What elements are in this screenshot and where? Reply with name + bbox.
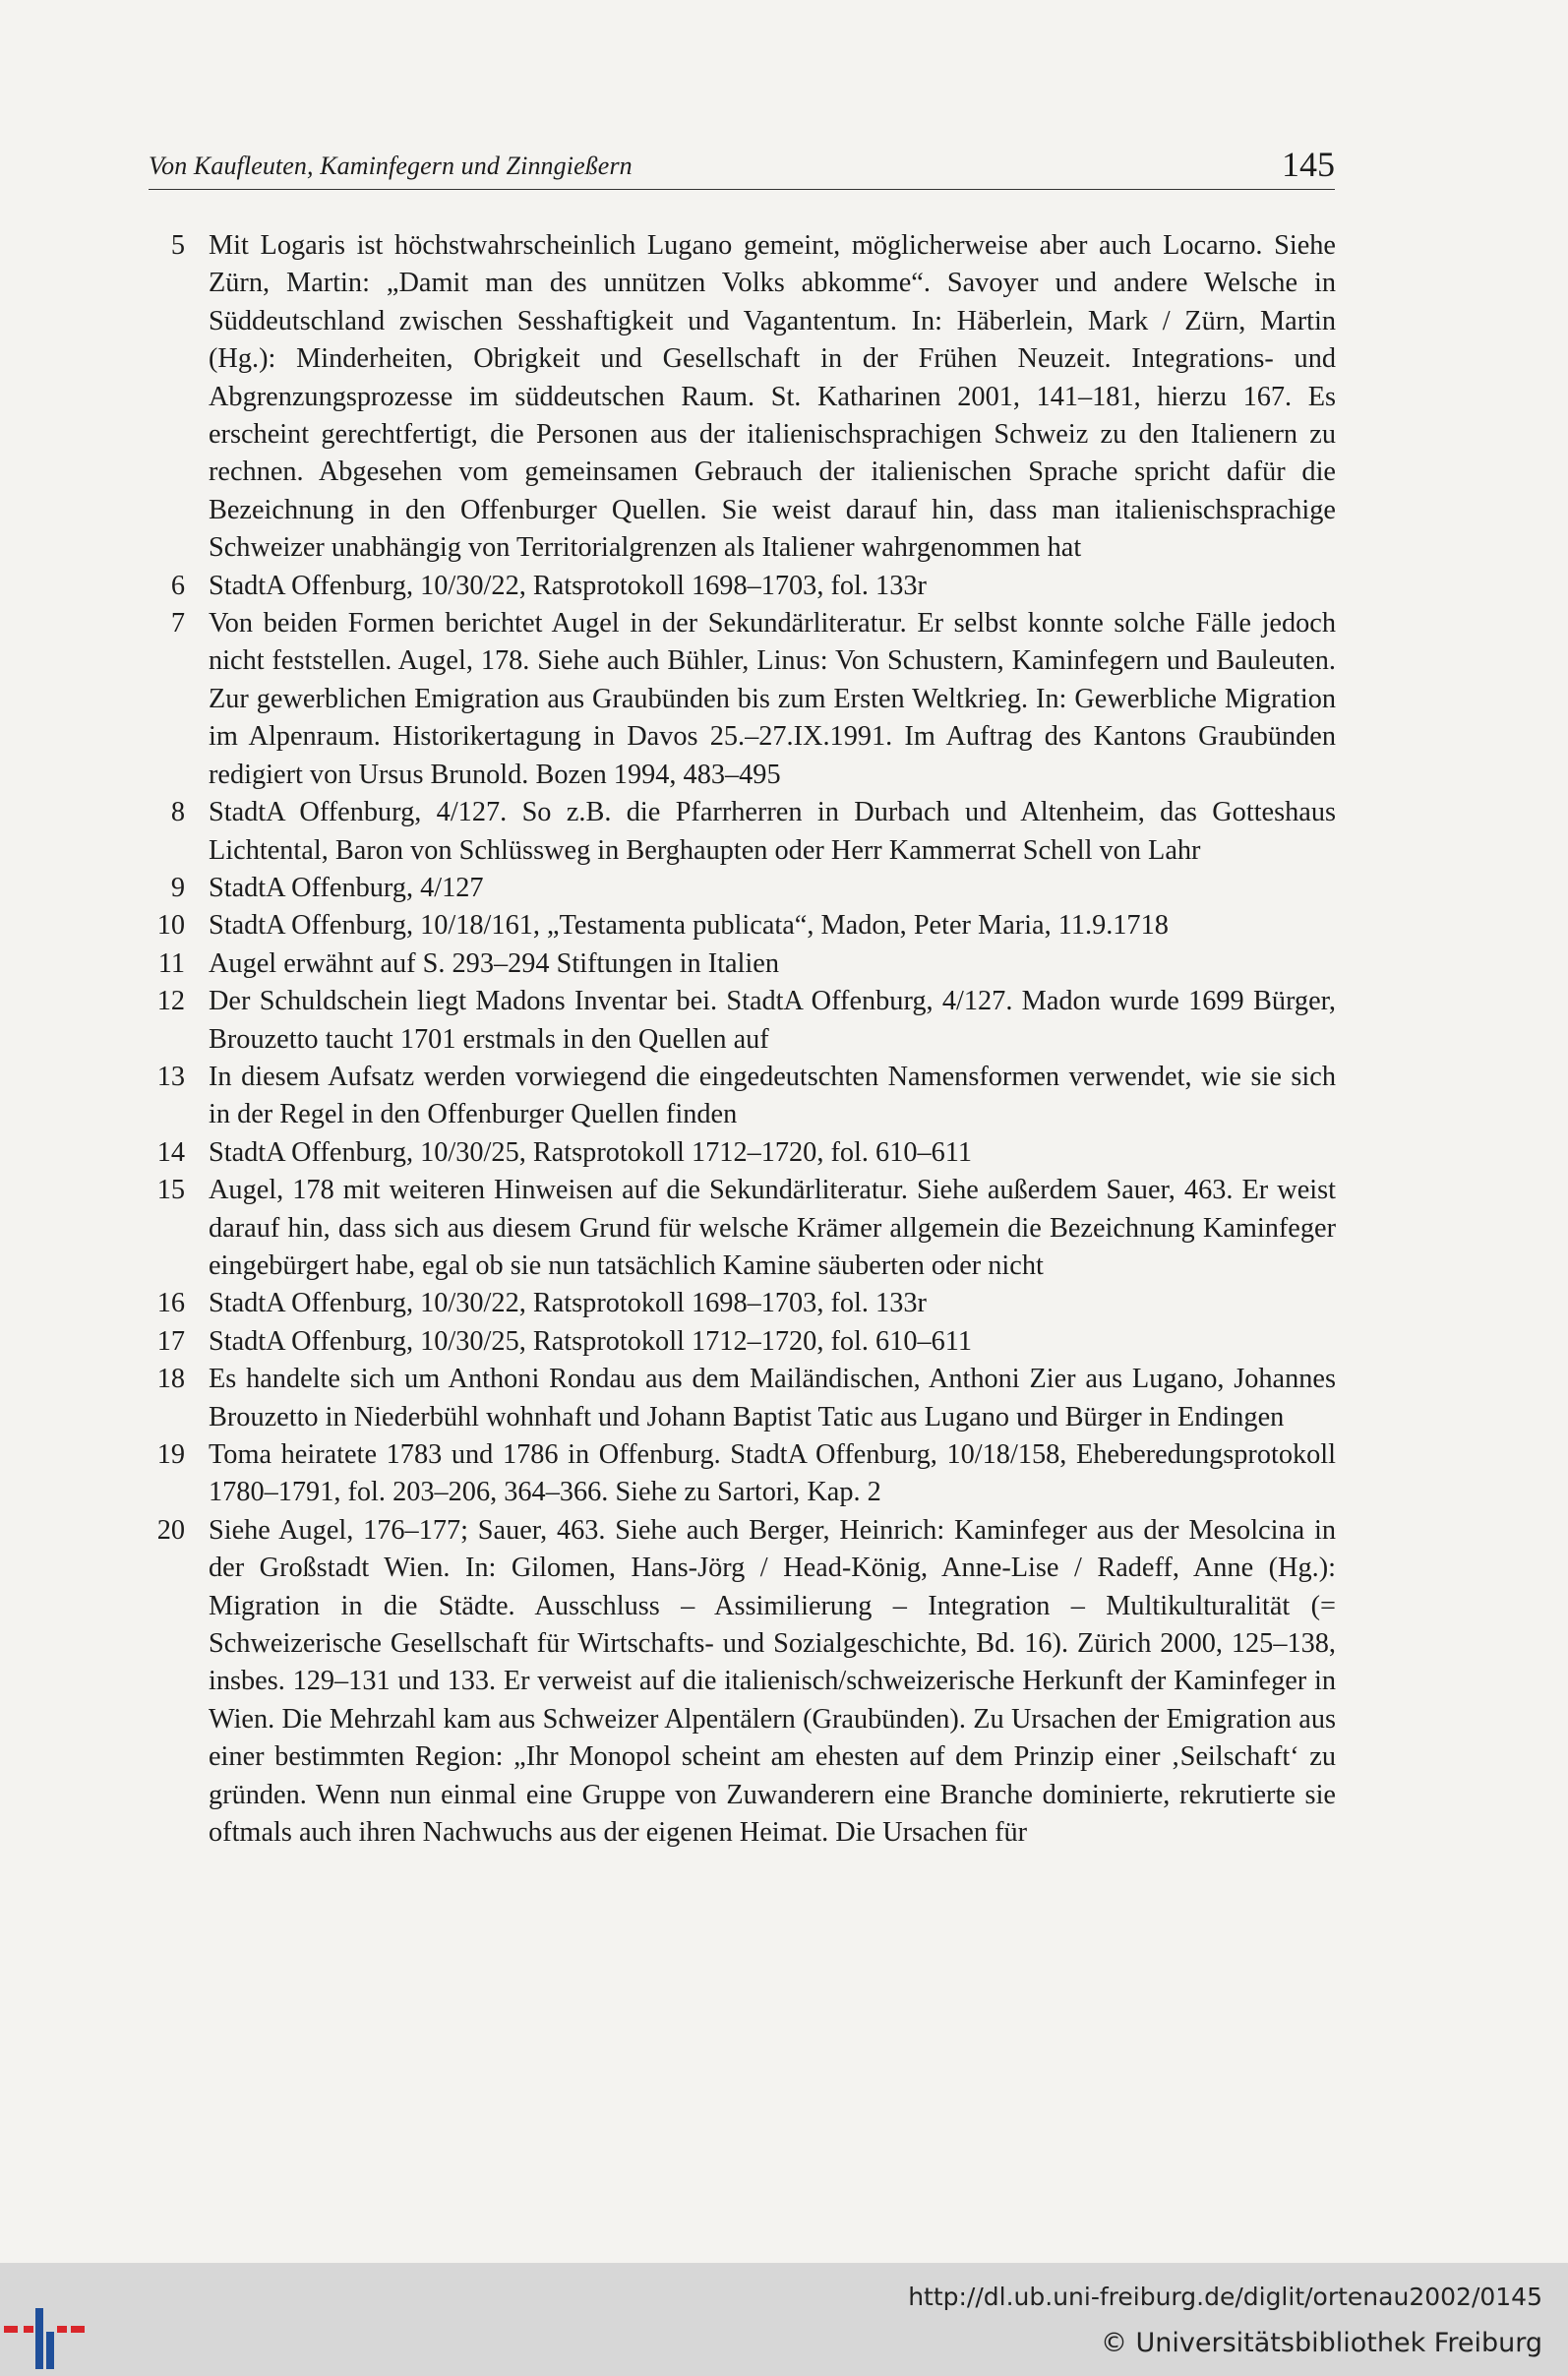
footnote-text: StadtA Offenburg, 10/30/25, Ratsprotokoll 1712–1720, fol. 610–611 [209, 1136, 973, 1168]
footnote [148, 1323, 1336, 1361]
footnote-text: Toma heiratete 1783 und 1786 in Offenburg. StadtA Offenburg, 10/18/158, Eheberedungsprotokoll 1780–1791, fol. 203–206, 364–366. Siehe zu Sartori, Kap. 2 [209, 1439, 1336, 1508]
running-head [149, 144, 1335, 190]
footnote-text: Augel erwähnt auf S. 293–294 Stiftungen in Italien [209, 947, 779, 979]
footnote-text: Mit Logaris ist höchstwahrscheinlich Lugano gemeint, möglicherweise aber auch Locarno. Siehe Zürn, Martin: „Damit man des unnützen Volks abkomme“. Savoyer und andere Welsche in Süddeutschland zwischen Sesshaftigkeit und Vagantentum. In: Häberlein, Mark / Zürn, Martin (Hg.): Minderheiten, Obrigkeit und Gesellschaft in der Frühen Neuzeit. Integrations- und Abgrenzungsprozesse im süddeutschen Raum. St. Katharinen 2001, 141–181, hierzu 167. Es erscheint gerechtfertigt, die Personen aus der italienischsprachigen Schweiz zu den Italienern zu rechnen. Abgesehen vom gemeinsamen Gebrauch der italienischen Sprache spricht dafür die Bezeichnung in den Offenburger Quellen. Sie weist darauf hin, dass man italienischsprachige Schweizer unabhängig von Territorialgrenzen als Italiener wahrgenommen hat [209, 230, 1336, 564]
footnote-text: Augel, 178 mit weiteren Hinweisen auf die Sekundärliteratur. Siehe außerdem Sauer, 463. Er weist darauf hin, dass sich aus diesem Grund für welsche Krämer allgemein die Bezeichnung Kaminfeger eingebürgert habe, egal ob sie nun tatsächlich Kamine säuberten oder nicht [209, 1175, 1336, 1281]
footnote-text: StadtA Offenburg, 10/18/161, „Testamenta publicata“, Madon, Peter Maria, 11.9.1718 [209, 910, 1169, 942]
footnote-text: StadtA Offenburg, 4/127 [209, 872, 484, 903]
footnote [148, 945, 1336, 983]
footnote [148, 1512, 1336, 1853]
footnote-list [148, 227, 1336, 1852]
copyright-notice: © Universitätsbibliothek Freiburg [1100, 2328, 1542, 2358]
footnote [148, 1172, 1336, 1285]
footnote-number: 8 [170, 797, 185, 828]
footnote [148, 983, 1336, 1059]
footnote-number: 16 [156, 1288, 185, 1319]
footnote [148, 568, 1336, 605]
footnote-number: 20 [156, 1514, 185, 1546]
footnote-text: StadtA Offenburg, 4/127. So z.B. die Pfarrherren in Durbach und Altenheim, das Gotteshaus Lichtental, Baron von Schlüssweg in Berghaupten oder Herr Kammerrat Schell von Lahr [209, 797, 1336, 866]
footnote-number: 19 [156, 1439, 185, 1470]
footnote [148, 605, 1336, 794]
footnote-text: Es handelte sich um Anthoni Rondau aus dem Mailändischen, Anthoni Zier aus Lugano, Johannes Brouzetto in Niederbühl wohnhaft und Johann Baptist Tatic aus Lugano und Bürger in Endingen [209, 1364, 1336, 1432]
ub-freiburg-logo-icon [0, 2283, 98, 2371]
footnote [148, 907, 1336, 944]
footnote-number: 6 [170, 570, 185, 601]
footnote-number: 15 [156, 1175, 185, 1206]
footnote-number: 7 [170, 608, 185, 640]
digital-library-link[interactable]: http://dl.ub.uni-freiburg.de/diglit/ortenau2002/0145 [908, 2283, 1542, 2311]
footnote-text: Von beiden Formen berichtet Augel in der Sekundärliteratur. Er selbst konnte solche Fälle jedoch nicht feststellen. Augel, 178. Siehe auch Bühler, Linus: Von Schustern, Kaminfegern und Bauleuten. Zur gewerblichen Emigration aus Graubünden bis zum Ersten Weltkrieg. In: Gewerbliche Migration im Alpenraum. Historikertagung in Davos 25.–27.IX.1991. Im Auftrag des Kantons Graubünden redigiert von Ursus Brunold. Bozen 1994, 483–495 [209, 608, 1336, 790]
footnote-number: 10 [156, 910, 185, 942]
footnote-number: 14 [156, 1136, 185, 1168]
footnote-number: 12 [156, 986, 185, 1017]
footnote-text: StadtA Offenburg, 10/30/22, Ratsprotokoll 1698–1703, fol. 133r [209, 570, 927, 601]
footnote-number: 11 [157, 947, 185, 979]
footnote-number: 9 [170, 872, 185, 903]
footnote [148, 227, 1336, 568]
footnote [148, 794, 1336, 870]
footnote [148, 1059, 1336, 1134]
footnote-text: In diesem Aufsatz werden vorwiegend die eingedeutschten Namensformen verwendet, wie sie sich in der Regel in den Offenburger Quellen finden [209, 1061, 1336, 1130]
footnote [148, 870, 1336, 907]
running-title: Von Kaufleuten, Kaminfegern und Zinngießern [149, 152, 633, 180]
footer-bar [0, 2263, 1568, 2376]
footnote [148, 1361, 1336, 1436]
footnote [148, 1285, 1336, 1322]
footnote-text: StadtA Offenburg, 10/30/25, Ratsprotokoll 1712–1720, fol. 610–611 [209, 1325, 973, 1357]
footnote-number: 5 [170, 230, 185, 261]
page-number: 145 [1282, 145, 1335, 184]
footnote-text: Siehe Augel, 176–177; Sauer, 463. Siehe auch Berger, Heinrich: Kaminfeger aus der Mesolcina in der Großstadt Wien. In: Gilomen, Hans-Jörg / Head-König, Anne-Lise / Radeff, Anne (Hg.): Migration in die Städte. Ausschluss – Assimilierung – Integration – Multikulturalität (= Schweizerische Gesellschaft für Wirtschafts- und Sozialgeschichte, Bd. 16). Zürich 2000, 125–138, insbes. 129–131 und 133. Er verweist auf die italienisch/schweizerische Herkunft der Kaminfeger in Wien. Die Mehrzahl kam aus Schweizer Alpentälern (Graubünden). Zu Ursachen der Emigration aus einer bestimmten Region: „Ihr Monopol scheint am ehesten auf dem Prinzip einer ‚Seilschaft‘ zu gründen. Wenn nun einmal eine Gruppe von Zuwanderern eine Branche dominierte, rekrutierte sie oftmals auch ihren Nachwuchs aus der eigenen Heimat. Die Ursachen für [209, 1514, 1336, 1849]
footnote-number: 18 [156, 1364, 185, 1395]
footnote-text: Der Schuldschein liegt Madons Inventar bei. StadtA Offenburg, 4/127. Madon wurde 1699 Bürger, Brouzetto taucht 1701 erstmals in den Quellen auf [209, 986, 1336, 1055]
footnote [148, 1436, 1336, 1512]
footnote [148, 1134, 1336, 1172]
footnote-number: 17 [156, 1325, 185, 1357]
footnote-text: StadtA Offenburg, 10/30/22, Ratsprotokoll 1698–1703, fol. 133r [209, 1288, 927, 1319]
footnote-number: 13 [156, 1061, 185, 1092]
